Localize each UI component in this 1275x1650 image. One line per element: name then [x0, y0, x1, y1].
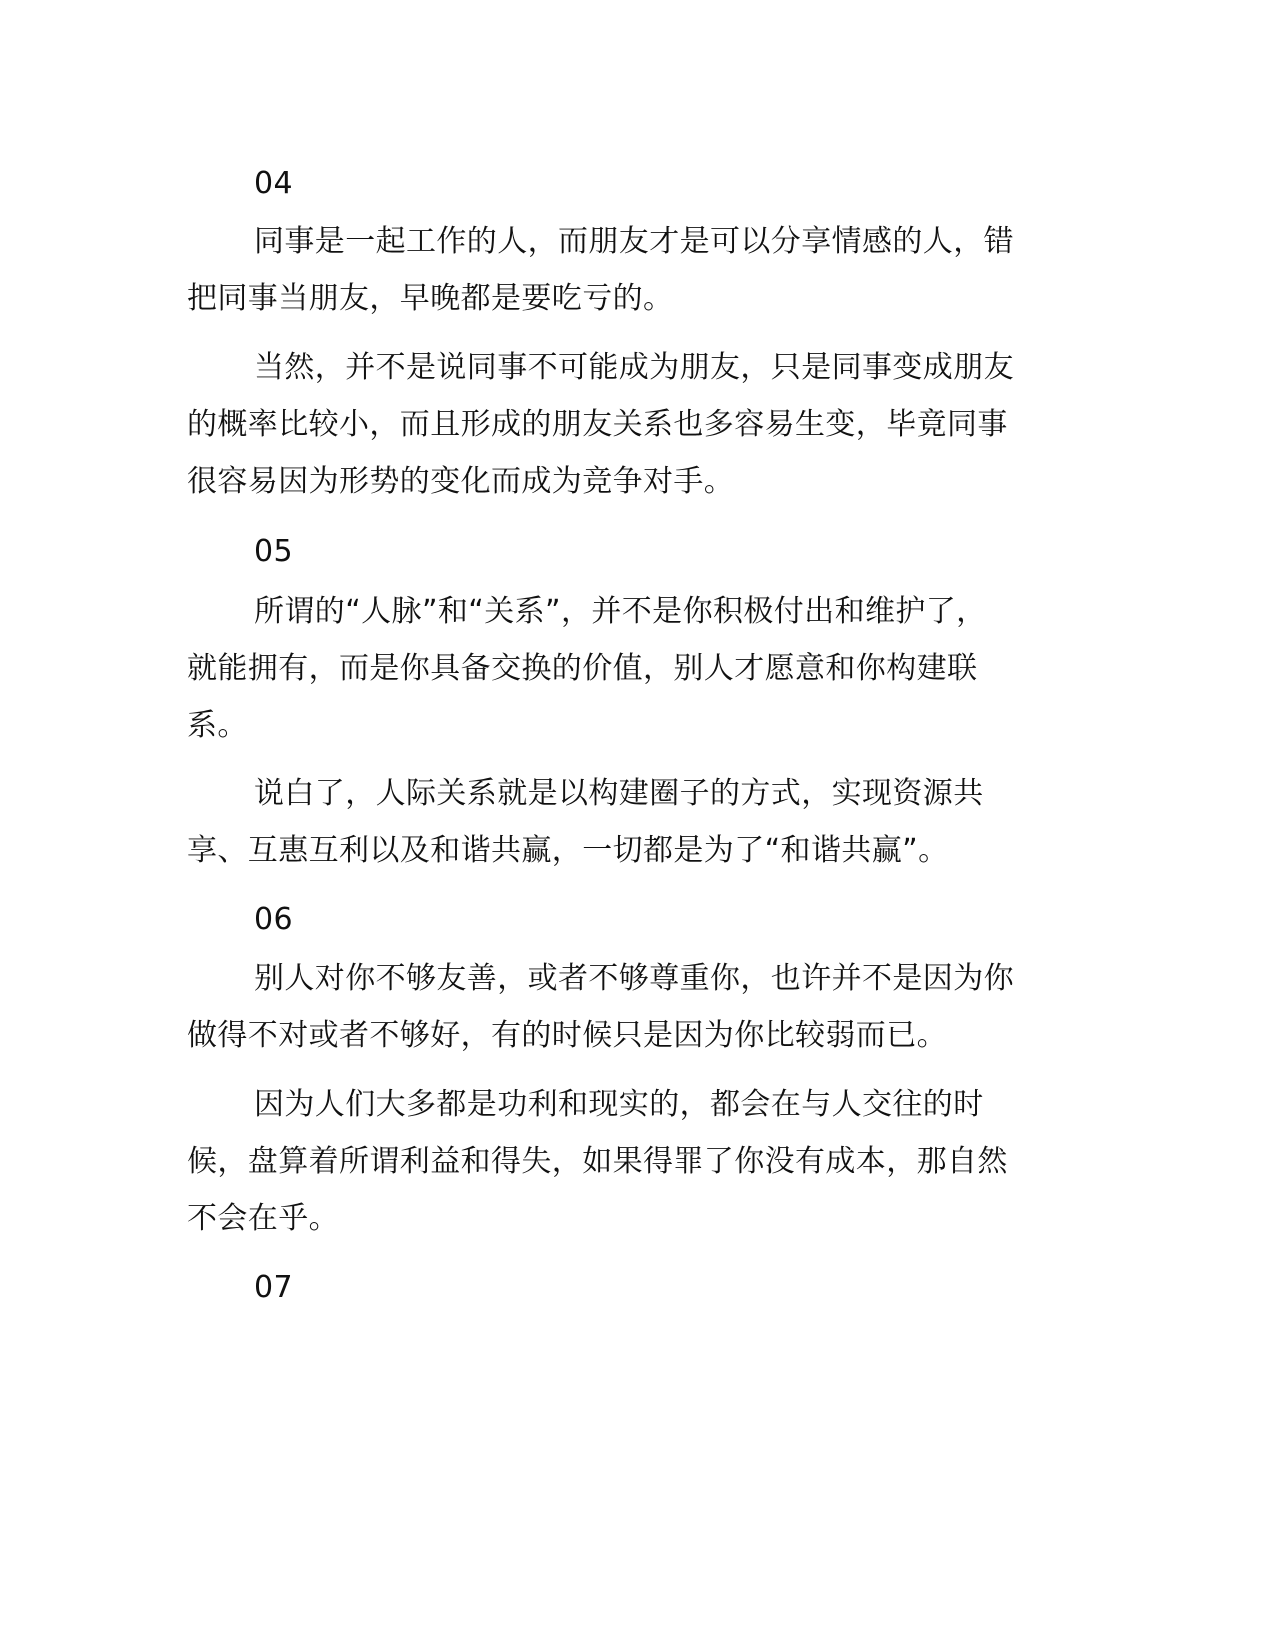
paragraph-line: 说白了，人际关系就是以构建圈子的方式，实现资源共 [254, 776, 984, 811]
paragraph-line: 因为人们大多都是功利和现实的，都会在与人交往的时 [254, 1087, 984, 1122]
paragraph-line: 很容易因为形势的变化而成为竞争对手。 [187, 464, 735, 499]
paragraph-line: 候，盘算着所谓利益和得失，如果得罪了你没有成本，那自然 [187, 1144, 1008, 1179]
section-number: 07 [254, 1270, 293, 1305]
paragraph-line: 当然，并不是说同事不可能成为朋友，只是同事变成朋友 [254, 350, 1014, 385]
paragraph-line: 做得不对或者不够好，有的时候只是因为你比较弱而已。 [187, 1018, 947, 1053]
section-number: 06 [254, 902, 293, 937]
paragraph-line: 别人对你不够友善，或者不够尊重你，也许并不是因为你 [254, 961, 1014, 996]
paragraph-line: 系。 [187, 708, 248, 743]
paragraph-line: 享、互惠互利以及和谐共赢，一切都是为了“和谐共赢”。 [187, 833, 949, 868]
paragraph-line: 不会在乎。 [187, 1201, 339, 1236]
section-number: 05 [254, 534, 293, 569]
paragraph-line: 把同事当朋友，早晚都是要吃亏的。 [187, 281, 674, 316]
paragraph-line: 的概率比较小，而且形成的朋友关系也多容易生变，毕竟同事 [187, 407, 1008, 442]
paragraph-line: 同事是一起工作的人，而朋友才是可以分享情感的人，错 [254, 224, 1014, 259]
paragraph-line: 就能拥有，而是你具备交换的价值，别人才愿意和你构建联 [187, 651, 978, 686]
paragraph-line: 所谓的“人脉”和“关系”，并不是你积极付出和维护了， [254, 594, 987, 629]
section-number: 04 [254, 166, 293, 201]
